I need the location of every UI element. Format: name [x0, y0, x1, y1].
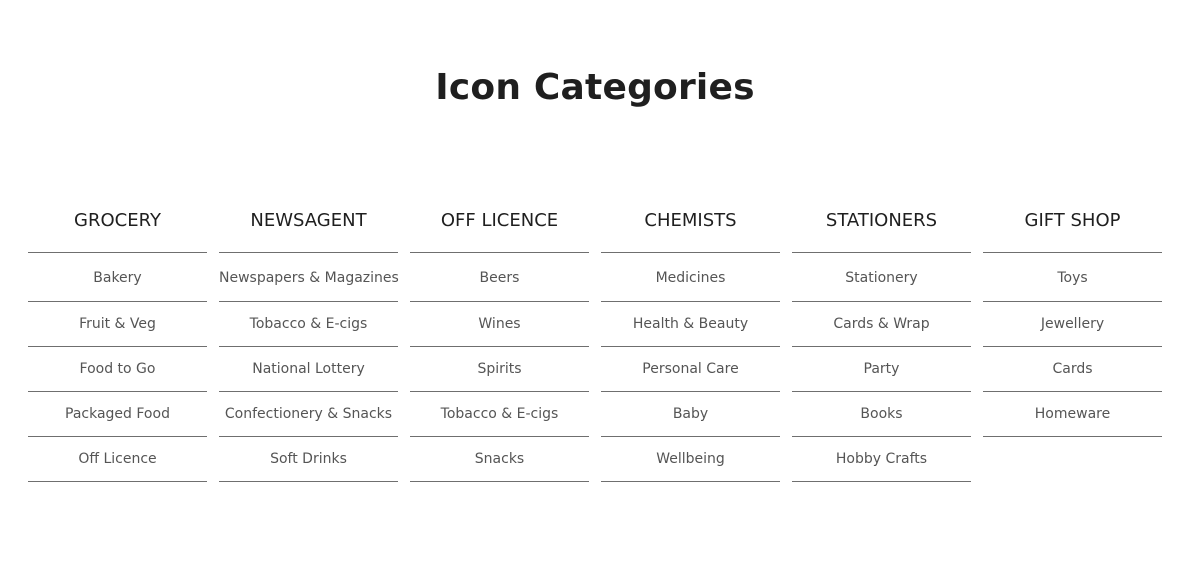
- category-link[interactable]: Jewellery: [983, 302, 1162, 347]
- page-title: Icon Categories: [435, 67, 755, 108]
- category-list-gift-shop: [983, 253, 1162, 437]
- category-link[interactable]: Health & Beauty: [601, 302, 780, 347]
- category-column-stationers: [792, 200, 971, 482]
- category-heading-newsagent[interactable]: NEWSAGENT: [219, 200, 398, 253]
- category-link[interactable]: Homeware: [983, 392, 1162, 437]
- category-link[interactable]: Wines: [410, 302, 589, 347]
- category-link[interactable]: Medicines: [601, 253, 780, 302]
- category-link[interactable]: Off Licence: [28, 437, 207, 482]
- category-column-off-licence: [410, 200, 589, 482]
- category-list-grocery: [28, 253, 207, 482]
- category-list-off-licence: [410, 253, 589, 482]
- category-heading-off-licence[interactable]: OFF LICENCE: [410, 200, 589, 253]
- category-columns: [28, 200, 1162, 482]
- category-column-newsagent: [219, 200, 398, 482]
- category-list-newsagent: [219, 253, 398, 482]
- category-link[interactable]: Snacks: [410, 437, 589, 482]
- category-link[interactable]: Toys: [983, 253, 1162, 302]
- category-heading-stationers[interactable]: STATIONERS: [792, 200, 971, 253]
- category-list-chemists: [601, 253, 780, 482]
- category-link[interactable]: Wellbeing: [601, 437, 780, 482]
- category-link[interactable]: Personal Care: [601, 347, 780, 392]
- category-link[interactable]: Beers: [410, 253, 589, 302]
- category-column-grocery: [28, 200, 207, 482]
- category-link[interactable]: Bakery: [28, 253, 207, 302]
- category-column-gift-shop: [983, 200, 1162, 482]
- category-link[interactable]: Fruit & Veg: [28, 302, 207, 347]
- category-link[interactable]: Tobacco & E-cigs: [410, 392, 589, 437]
- category-heading-chemists[interactable]: CHEMISTS: [601, 200, 780, 253]
- category-link[interactable]: Tobacco & E-cigs: [219, 302, 398, 347]
- category-column-chemists: [601, 200, 780, 482]
- category-link[interactable]: Soft Drinks: [219, 437, 398, 482]
- category-link[interactable]: Cards & Wrap: [792, 302, 971, 347]
- category-link[interactable]: Confectionery & Snacks: [219, 392, 398, 437]
- category-link[interactable]: Newspapers & Magazines: [219, 253, 398, 302]
- category-link[interactable]: Spirits: [410, 347, 589, 392]
- category-list-stationers: [792, 253, 971, 482]
- category-heading-grocery[interactable]: GROCERY: [28, 200, 207, 253]
- category-link[interactable]: Books: [792, 392, 971, 437]
- category-link[interactable]: Stationery: [792, 253, 971, 302]
- category-link[interactable]: National Lottery: [219, 347, 398, 392]
- category-link[interactable]: Hobby Crafts: [792, 437, 971, 482]
- category-link[interactable]: Food to Go: [28, 347, 207, 392]
- category-link[interactable]: Cards: [983, 347, 1162, 392]
- category-heading-gift-shop[interactable]: GIFT SHOP: [983, 200, 1162, 253]
- category-link[interactable]: Baby: [601, 392, 780, 437]
- category-link[interactable]: Packaged Food: [28, 392, 207, 437]
- category-link[interactable]: Party: [792, 347, 971, 392]
